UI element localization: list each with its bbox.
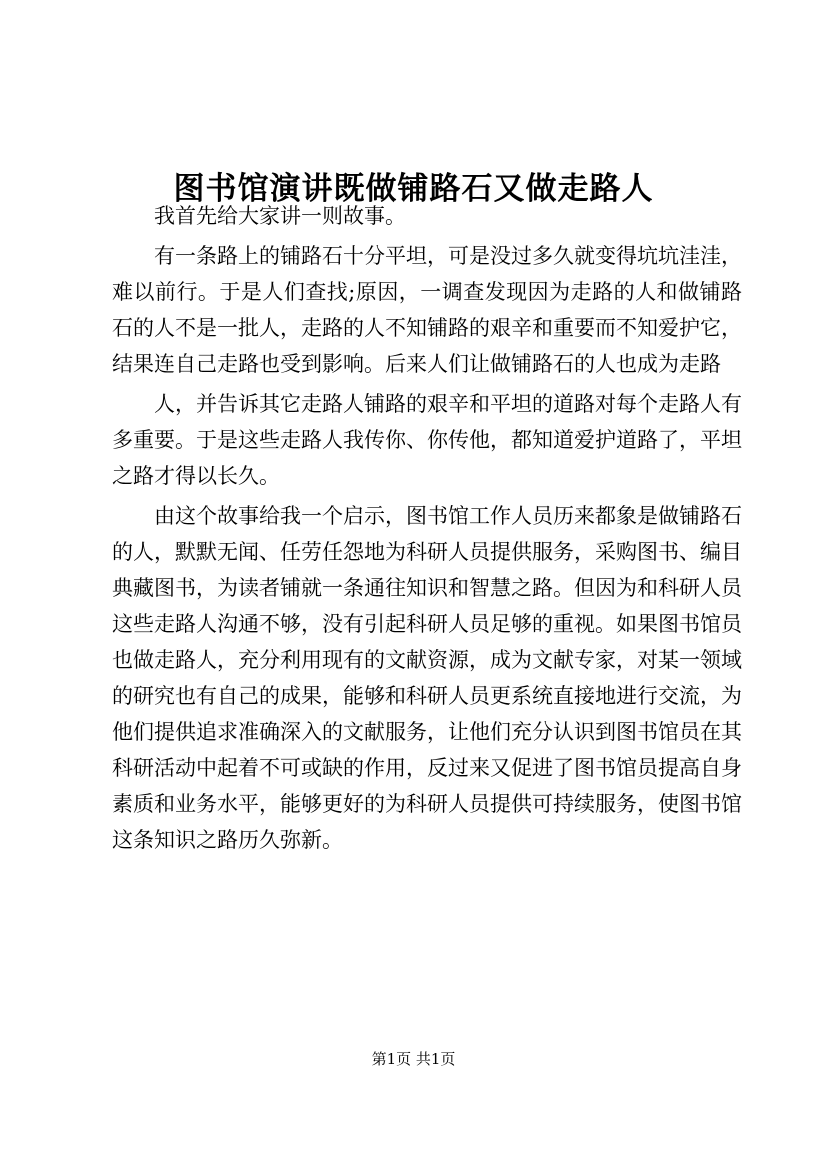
paragraph-4: 由这个故事给我一个启示，图书馆工作人员历来都象是做铺路石的人，默默无闻、任劳任怨地为科研人员提供服务，采购图书、编目典藏图书，为读者铺就一条通往知识和智慧之路。但因为和科研人员这些走路人沟通不够，没有引起科研人员足够的重视。如果图书馆员也做走路人，充分利用现有的文献资源，成为文献专家，对某一领域的研究也有自己的成果，能够和科研人员更系统直接地进行交流，为他们提供追求准确深入的文献服务，让他们充分认识到图书馆员在其科研活动中起着不可或缺的作用，反过来又促进了图书馆员提高自身素质和业务水平，能够更好的为科研人员提供可持续服务，使图书馆这条知识之路历久弥新。 (112, 504, 742, 852)
document-title: 图书馆演讲既做铺路石又做走路人 (173, 170, 654, 207)
paragraph-1: 我首先给大家讲一则故事。 (154, 204, 406, 228)
paragraph-3: 人，并告诉其它走路人铺路的艰辛和平坦的道路对每个走路人有多重要。于是这些走路人我传你、你传他，都知道爱护道路了，平坦之路才得以长久。 (112, 392, 742, 488)
document-body (112, 198, 742, 860)
page-number-footer: 第1页 共1页 (371, 1050, 456, 1068)
paragraph-2: 有一条路上的铺路石十分平坦，可是没过多久就变得坑坑洼洼，难以前行。于是人们查找;原因，一调查发现因为走路的人和做铺路石的人不是一批人，走路的人不知铺路的艰辛和重要而不知爱护它，结果连自己走路也受到影响。后来人们让做铺路石的人也成为走路 (112, 244, 742, 376)
